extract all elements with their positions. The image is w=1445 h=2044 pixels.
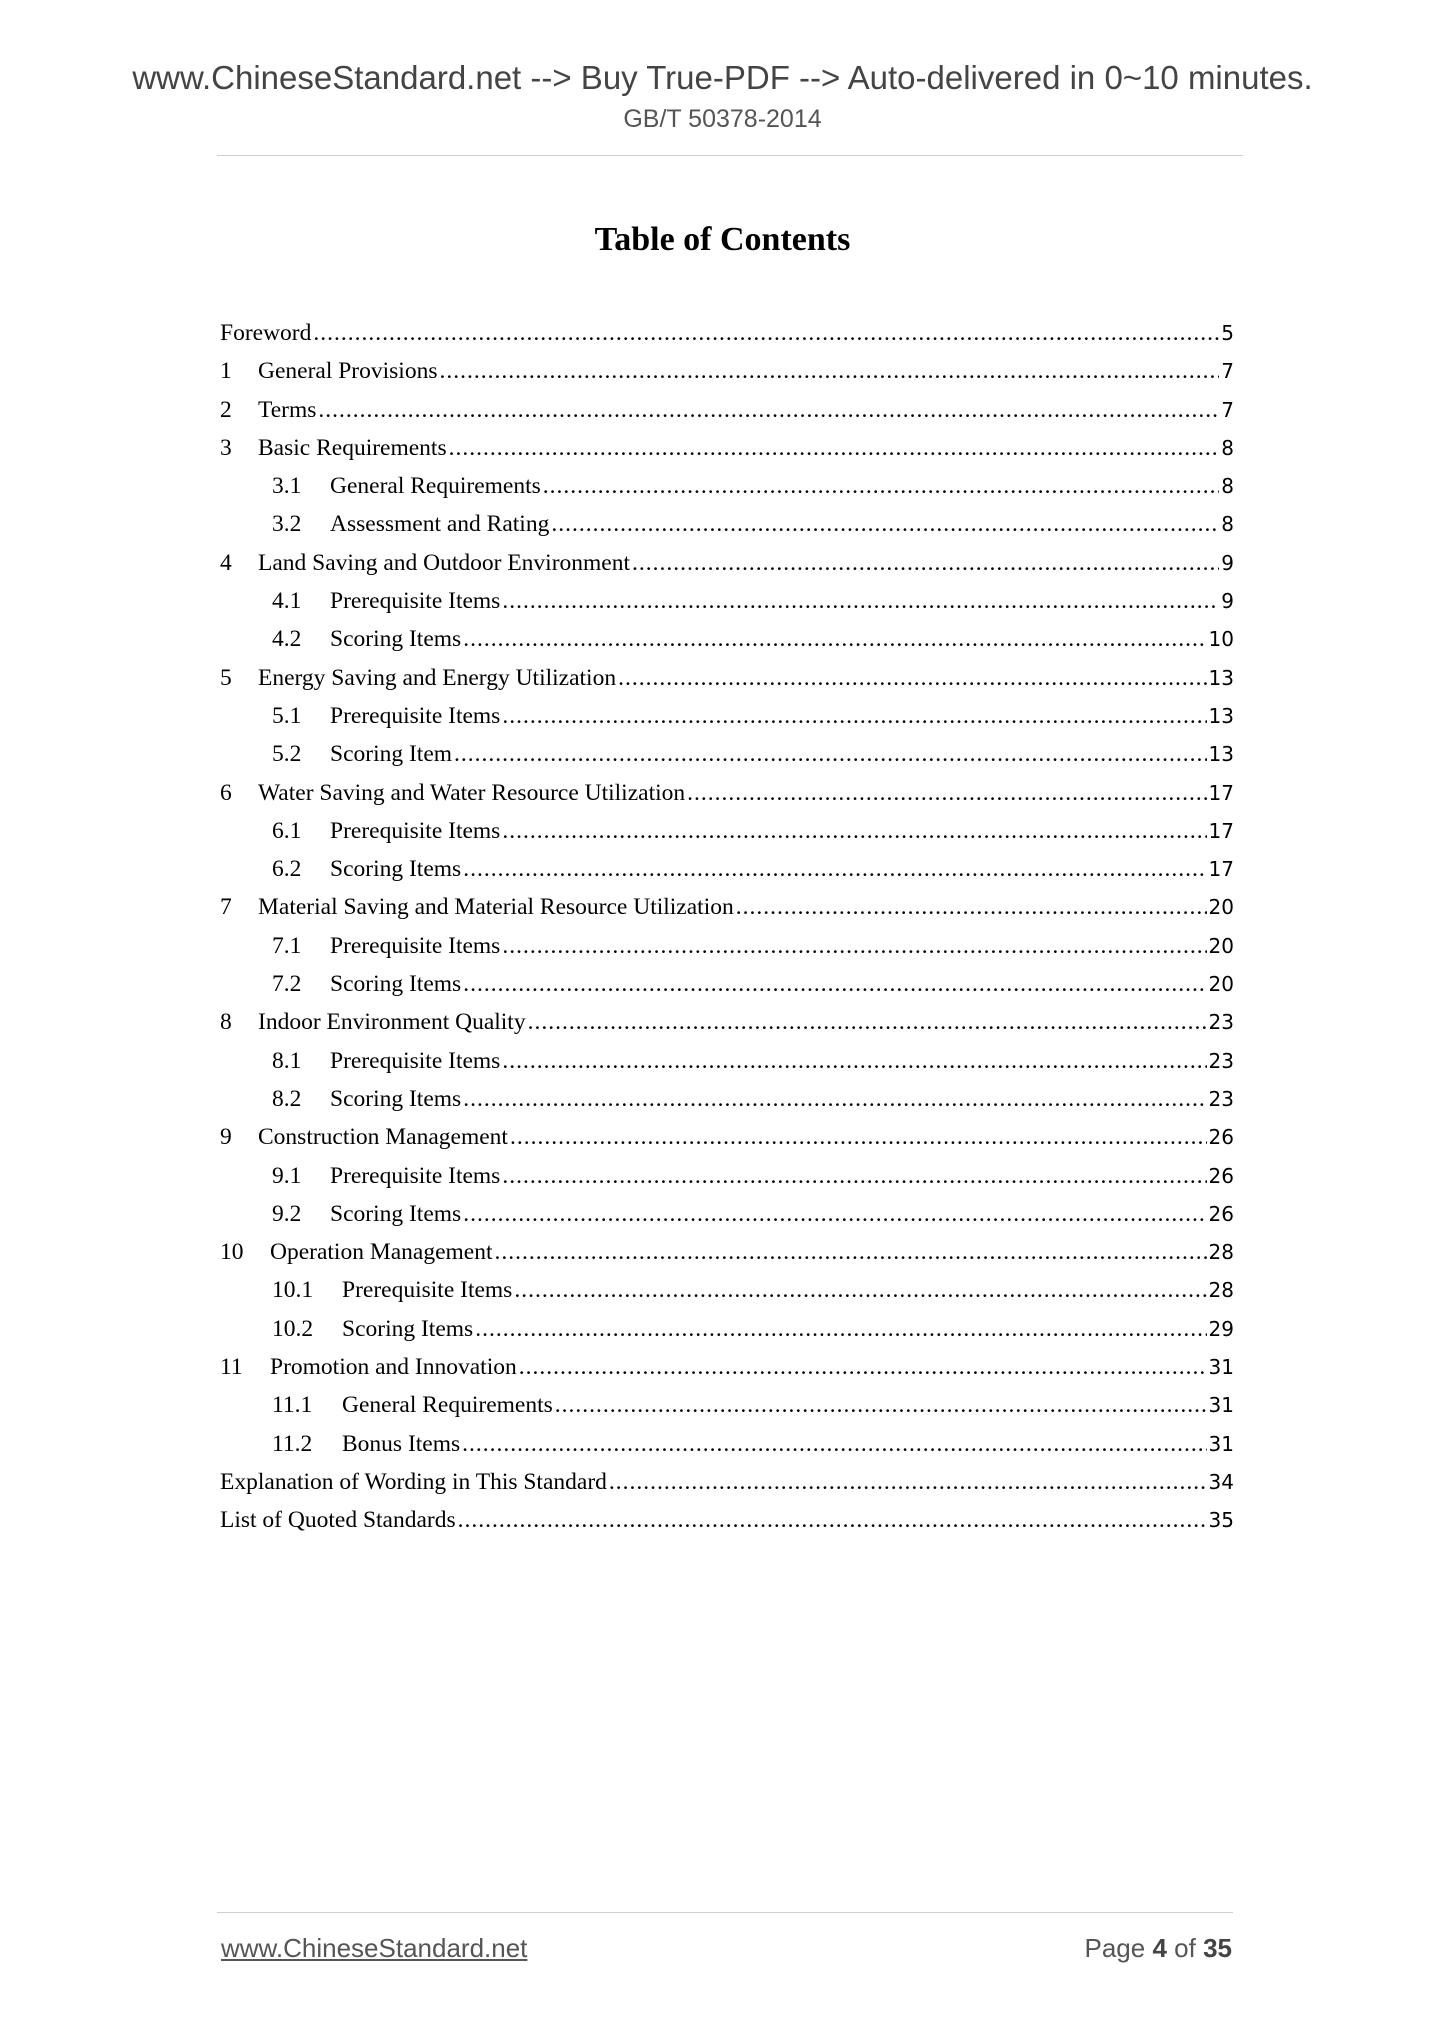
toc-label: Bonus Items bbox=[342, 1430, 461, 1457]
toc-number: 10.1 bbox=[272, 1277, 314, 1304]
toc-page-number: 29 bbox=[1208, 1316, 1234, 1341]
toc-label: Scoring Items bbox=[342, 1315, 474, 1342]
toc-number: 11 bbox=[220, 1354, 243, 1381]
toc-entry[interactable] bbox=[220, 620, 1234, 658]
toc-page-number: 20 bbox=[1208, 895, 1234, 920]
toc-page-number: 8 bbox=[1221, 512, 1234, 537]
toc-label: Prerequisite Items bbox=[330, 1162, 501, 1189]
toc-entry[interactable] bbox=[220, 850, 1234, 888]
toc-entry[interactable] bbox=[220, 1348, 1234, 1386]
toc-label: Terms bbox=[258, 396, 317, 423]
toc-page-number: 28 bbox=[1208, 1240, 1234, 1265]
dot-leader bbox=[458, 1501, 1207, 1539]
toc-entry[interactable] bbox=[220, 1042, 1234, 1080]
dot-leader bbox=[543, 467, 1220, 505]
toc-number: 6.1 bbox=[272, 817, 302, 844]
dot-leader bbox=[462, 1425, 1206, 1463]
toc-page-number: 9 bbox=[1221, 589, 1234, 614]
toc-number: 3.1 bbox=[272, 473, 302, 500]
toc-entry[interactable] bbox=[220, 1310, 1234, 1348]
toc-number: 3 bbox=[220, 434, 232, 461]
toc-page-number: 35 bbox=[1208, 1508, 1234, 1533]
page-of-text: of bbox=[1174, 1933, 1196, 1963]
toc-number: 2 bbox=[220, 396, 232, 423]
toc-label: Assessment and Rating bbox=[330, 511, 550, 538]
toc-number: 6.2 bbox=[272, 856, 302, 883]
page-prefix: Page bbox=[1084, 1933, 1146, 1963]
toc-entry[interactable] bbox=[220, 1463, 1234, 1501]
toc-entry[interactable] bbox=[220, 888, 1234, 926]
toc-page-number: 26 bbox=[1208, 1201, 1234, 1226]
toc-label: Prerequisite Items bbox=[330, 1047, 501, 1074]
header-divider bbox=[217, 155, 1243, 156]
toc-number: 11.2 bbox=[272, 1430, 313, 1457]
dot-leader bbox=[510, 1118, 1207, 1156]
toc-label: Scoring Items bbox=[330, 1200, 462, 1227]
toc-entry[interactable] bbox=[220, 391, 1234, 429]
dot-leader bbox=[687, 774, 1206, 812]
dot-leader bbox=[475, 1310, 1206, 1348]
toc-page-number: 7 bbox=[1221, 397, 1234, 422]
toc-entry[interactable] bbox=[220, 1386, 1234, 1424]
toc-number: 3.2 bbox=[272, 511, 302, 538]
dot-leader bbox=[502, 812, 1206, 850]
dot-leader bbox=[463, 965, 1206, 1003]
toc-number: 9.2 bbox=[272, 1200, 302, 1227]
standard-code: GB/T 50378-2014 bbox=[623, 105, 822, 133]
dot-leader bbox=[618, 659, 1206, 697]
dot-leader bbox=[454, 735, 1207, 773]
page-title: Table of Contents bbox=[594, 221, 851, 258]
toc-entry[interactable] bbox=[220, 1080, 1234, 1118]
toc-number: 6 bbox=[220, 779, 232, 806]
toc-entry[interactable] bbox=[220, 697, 1234, 735]
toc-number: 9.1 bbox=[272, 1162, 302, 1189]
dot-leader bbox=[502, 582, 1219, 620]
header-banner: www.ChineseStandard.net --> Buy True-PDF --> Auto-delivered in 0~10 minutes. bbox=[132, 59, 1313, 96]
toc-number: 4 bbox=[220, 549, 232, 576]
dot-leader bbox=[528, 1003, 1207, 1041]
total-pages-number: 35 bbox=[1203, 1933, 1232, 1963]
toc-entry[interactable] bbox=[220, 1195, 1234, 1233]
toc-label: Energy Saving and Energy Utilization bbox=[258, 664, 617, 691]
toc-page-number: 13 bbox=[1208, 703, 1234, 728]
toc-number: 10 bbox=[220, 1239, 244, 1266]
toc-page-number: 26 bbox=[1208, 1125, 1234, 1150]
page-indicator bbox=[1084, 1933, 1232, 1964]
toc-label: Explanation of Wording in This Standard bbox=[220, 1468, 607, 1495]
footer-site-link[interactable]: www.ChineseStandard.net bbox=[221, 1933, 528, 1963]
toc-number: 8.1 bbox=[272, 1047, 302, 1074]
toc-page-number: 26 bbox=[1208, 1163, 1234, 1188]
toc-page-number: 8 bbox=[1221, 474, 1234, 499]
dot-leader bbox=[495, 1233, 1207, 1271]
toc-label: Scoring Items bbox=[330, 1085, 462, 1112]
toc-number: 5.1 bbox=[272, 702, 302, 729]
toc-label: Construction Management bbox=[258, 1124, 508, 1151]
dot-leader bbox=[514, 1271, 1206, 1309]
toc-entry[interactable] bbox=[220, 659, 1234, 697]
dot-leader bbox=[440, 352, 1220, 390]
toc-label: Prerequisite Items bbox=[342, 1277, 513, 1304]
toc-entry[interactable] bbox=[220, 544, 1234, 582]
table-of-contents bbox=[220, 314, 1234, 1540]
toc-page-number: 17 bbox=[1208, 818, 1234, 843]
toc-page-number: 28 bbox=[1208, 1278, 1234, 1303]
dot-leader bbox=[463, 1195, 1206, 1233]
toc-number: 1 bbox=[220, 358, 232, 385]
toc-number: 5 bbox=[220, 664, 232, 691]
toc-page-number: 20 bbox=[1208, 972, 1234, 997]
toc-label: Scoring Items bbox=[330, 971, 462, 998]
toc-entry[interactable] bbox=[220, 467, 1234, 505]
dot-leader bbox=[502, 1157, 1206, 1195]
toc-page-number: 31 bbox=[1208, 1355, 1234, 1380]
toc-number: 8.2 bbox=[272, 1085, 302, 1112]
footer-divider bbox=[217, 1912, 1233, 1913]
toc-label: General Requirements bbox=[330, 473, 541, 500]
toc-entry[interactable] bbox=[220, 1118, 1234, 1156]
toc-number: 9 bbox=[220, 1124, 232, 1151]
toc-entry[interactable] bbox=[220, 352, 1234, 390]
toc-entry[interactable] bbox=[220, 1003, 1234, 1041]
dot-leader bbox=[632, 544, 1219, 582]
toc-number: 5.2 bbox=[272, 741, 302, 768]
toc-entry[interactable] bbox=[220, 812, 1234, 850]
toc-page-number: 23 bbox=[1208, 1086, 1234, 1111]
toc-page-number: 31 bbox=[1208, 1431, 1234, 1456]
dot-leader bbox=[463, 620, 1206, 658]
toc-number: 7.1 bbox=[272, 932, 302, 959]
dot-leader bbox=[313, 314, 1219, 352]
toc-label: Operation Management bbox=[270, 1239, 493, 1266]
toc-page-number: 20 bbox=[1208, 933, 1234, 958]
dot-leader bbox=[551, 505, 1219, 543]
dot-leader bbox=[502, 1042, 1206, 1080]
toc-page-number: 31 bbox=[1208, 1393, 1234, 1418]
toc-number: 4.1 bbox=[272, 588, 302, 615]
toc-label: Foreword bbox=[220, 320, 312, 346]
dot-leader bbox=[555, 1386, 1207, 1424]
toc-number: 7.2 bbox=[272, 971, 302, 998]
toc-page-number: 13 bbox=[1208, 665, 1234, 690]
toc-number: 7 bbox=[220, 894, 232, 921]
toc-entry[interactable] bbox=[220, 582, 1234, 620]
toc-page-number: 23 bbox=[1208, 1048, 1234, 1073]
dot-leader bbox=[609, 1463, 1207, 1501]
toc-entry[interactable] bbox=[220, 1233, 1234, 1271]
dot-leader bbox=[736, 888, 1207, 926]
toc-page-number: 23 bbox=[1208, 1010, 1234, 1035]
toc-page-number: 17 bbox=[1208, 780, 1234, 805]
dot-leader bbox=[519, 1348, 1207, 1386]
toc-label: Indoor Environment Quality bbox=[258, 1009, 526, 1036]
toc-entry[interactable] bbox=[220, 965, 1234, 1003]
dot-leader bbox=[502, 927, 1206, 965]
toc-entry[interactable] bbox=[220, 1425, 1234, 1463]
toc-label: Scoring Item bbox=[330, 741, 453, 768]
toc-page-number: 7 bbox=[1221, 359, 1234, 384]
toc-label: Scoring Items bbox=[330, 856, 462, 883]
toc-number: 8 bbox=[220, 1009, 232, 1036]
toc-label: Prerequisite Items bbox=[330, 588, 501, 615]
toc-page-number: 13 bbox=[1208, 742, 1234, 767]
toc-entry[interactable] bbox=[220, 1501, 1234, 1539]
toc-entry[interactable] bbox=[220, 735, 1234, 773]
toc-label: Promotion and Innovation bbox=[270, 1354, 517, 1381]
toc-page-number: 9 bbox=[1221, 550, 1234, 575]
toc-page-number: 10 bbox=[1208, 627, 1234, 652]
dot-leader bbox=[502, 697, 1206, 735]
dot-leader bbox=[449, 429, 1220, 467]
toc-label: Prerequisite Items bbox=[330, 702, 501, 729]
toc-label: Basic Requirements bbox=[258, 434, 447, 461]
toc-number: 10.2 bbox=[272, 1315, 314, 1342]
toc-label: Prerequisite Items bbox=[330, 932, 501, 959]
toc-label: General Provisions bbox=[258, 358, 438, 385]
toc-page-number: 5 bbox=[1221, 321, 1234, 345]
dot-leader bbox=[463, 850, 1206, 888]
toc-entry[interactable] bbox=[220, 1157, 1234, 1195]
toc-entry[interactable] bbox=[220, 927, 1234, 965]
toc-entry[interactable] bbox=[220, 1271, 1234, 1309]
current-page-number: 4 bbox=[1152, 1933, 1167, 1963]
toc-number: 4.2 bbox=[272, 626, 302, 653]
dot-leader bbox=[463, 1080, 1206, 1118]
toc-page-number: 34 bbox=[1208, 1469, 1234, 1494]
toc-label: List of Quoted Standards bbox=[220, 1507, 456, 1534]
toc-label: Scoring Items bbox=[330, 626, 462, 653]
toc-entry[interactable] bbox=[220, 505, 1234, 543]
toc-label: Land Saving and Outdoor Environment bbox=[258, 549, 631, 576]
toc-label: Material Saving and Material Resource Utilization bbox=[258, 894, 734, 921]
toc-page-number: 17 bbox=[1208, 857, 1234, 882]
dot-leader bbox=[318, 391, 1219, 429]
toc-label: Water Saving and Water Resource Utilization bbox=[258, 779, 686, 806]
toc-label: General Requirements bbox=[342, 1392, 553, 1419]
toc-entry[interactable] bbox=[220, 314, 1234, 352]
toc-entry[interactable] bbox=[220, 429, 1234, 467]
toc-number: 11.1 bbox=[272, 1392, 313, 1419]
toc-label: Prerequisite Items bbox=[330, 817, 501, 844]
toc-entry[interactable] bbox=[220, 774, 1234, 812]
toc-page-number: 8 bbox=[1221, 435, 1234, 460]
